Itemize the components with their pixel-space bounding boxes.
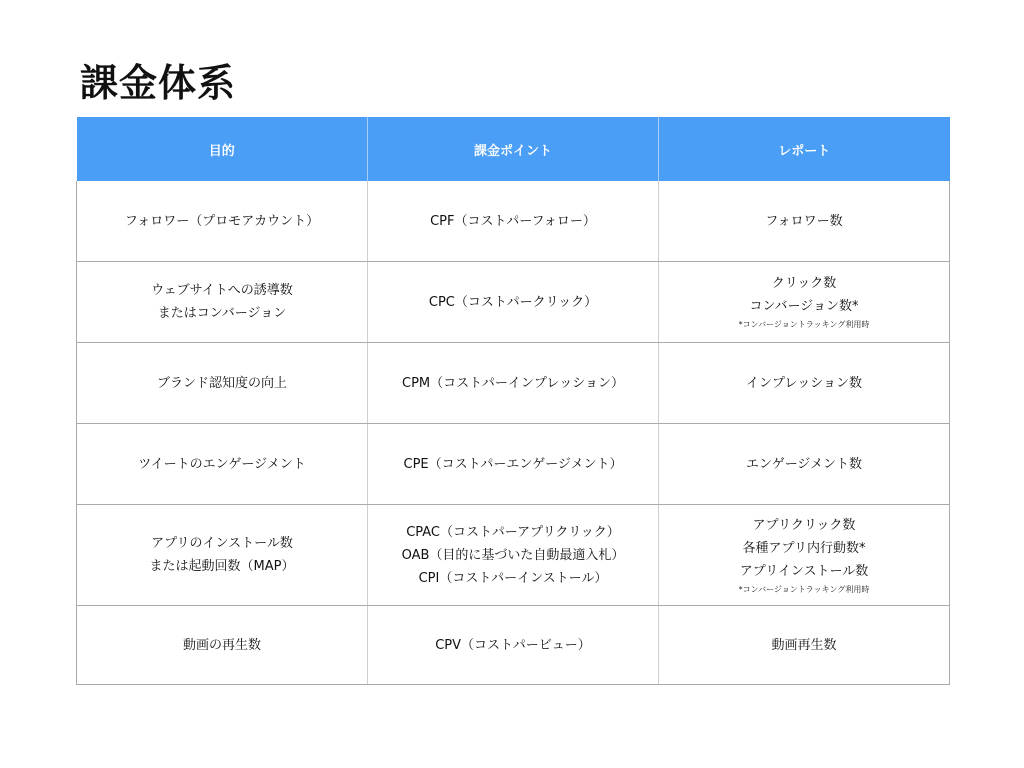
purpose-text: ブランド認知度の向上 — [156, 375, 287, 391]
report-text: エンゲージメント数 — [745, 456, 863, 472]
billing-text: CPAC（コストパーアプリクリック） — [406, 524, 620, 540]
billing-cell — [368, 424, 659, 505]
table-row — [77, 424, 950, 505]
purpose-text: アプリのインストール数 — [151, 536, 293, 551]
purpose-text: または起動回数（MAP） — [149, 559, 295, 574]
billing-cell — [368, 606, 659, 685]
footnote-text: *コンバージョントラッキング利用時 — [738, 320, 870, 329]
table-row — [77, 181, 950, 262]
report-cell — [659, 343, 950, 424]
table-row — [77, 505, 950, 606]
purpose-cell — [77, 181, 368, 262]
billing-cell — [368, 181, 659, 262]
purpose-cell — [77, 424, 368, 505]
billing-text: CPE（コストパーエンゲージメント） — [403, 456, 623, 472]
billing-text: CPC（コストパークリック） — [428, 294, 598, 310]
billing-text: OAB（目的に基づいた自動最適入札） — [401, 547, 625, 563]
purpose-cell — [77, 262, 368, 343]
table-header-row — [77, 117, 950, 181]
report-text: アプリインストール数 — [739, 563, 869, 579]
billing-cell — [368, 343, 659, 424]
header-billing-point: 課金ポイント — [368, 117, 659, 181]
header-report: レポート — [659, 117, 950, 181]
billing-cell — [368, 505, 659, 606]
purpose-text: ツイートのエンゲージメント — [138, 456, 306, 472]
header-purpose: 目的 — [77, 117, 368, 181]
purpose-text: 動画の再生数 — [182, 637, 261, 653]
page-title: 課金体系 — [80, 61, 237, 105]
report-cell — [659, 262, 950, 343]
report-text: コンバージョン数* — [749, 299, 859, 314]
billing-text: CPF（コストパーフォロー） — [430, 213, 596, 229]
purpose-cell — [77, 606, 368, 685]
purpose-text: フォロワー（プロモアカウント） — [124, 213, 320, 229]
report-text: アプリクリック数 — [752, 517, 856, 533]
report-text: クリック数 — [771, 276, 837, 291]
table-row — [77, 262, 950, 343]
purpose-cell — [77, 505, 368, 606]
purpose-cell — [77, 343, 368, 424]
report-cell — [659, 181, 950, 262]
report-cell — [659, 505, 950, 606]
billing-text: CPI（コストパーインストール） — [418, 570, 608, 586]
report-text: フォロワー数 — [765, 213, 843, 229]
report-cell — [659, 424, 950, 505]
table-row — [77, 343, 950, 424]
billing-text: CPM（コストパーインプレッション） — [402, 375, 624, 391]
purpose-text: ウェブサイトへの誘導数 — [151, 283, 293, 298]
billing-cell — [368, 262, 659, 343]
pricing-table — [76, 117, 950, 685]
footnote-text: *コンバージョントラッキング利用時 — [738, 584, 870, 594]
table-row — [77, 606, 950, 685]
report-text: 各種アプリ内行動数* — [742, 540, 866, 556]
purpose-text: またはコンバージョン — [157, 306, 287, 321]
report-text: 動画再生数 — [771, 637, 837, 653]
billing-text: CPV（コストパービュー） — [435, 637, 591, 653]
report-text: インプレッション数 — [745, 375, 863, 391]
report-cell — [659, 606, 950, 685]
